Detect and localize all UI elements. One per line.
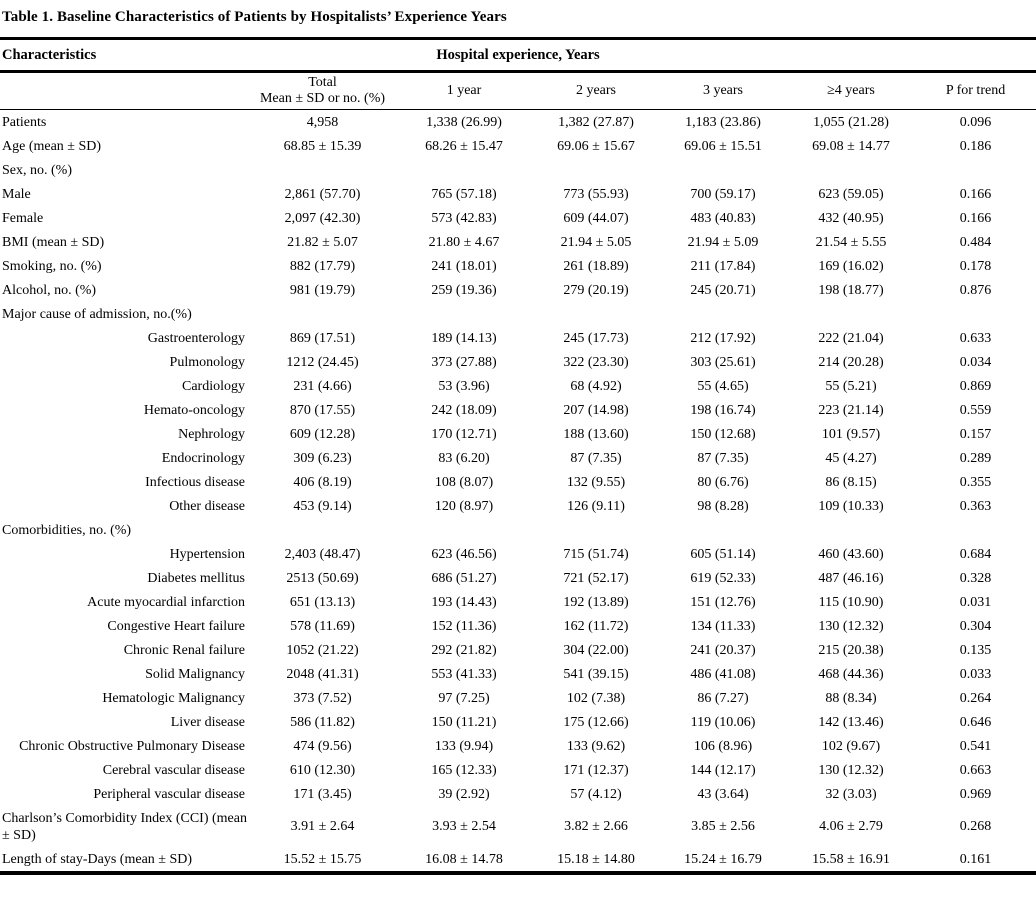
cell-value: 132 (9.55) [566, 474, 626, 490]
cell-value: 16.08 ± 14.78 [425, 851, 503, 867]
cell-value: 765 (57.18) [431, 186, 497, 202]
cell-value: 1,382 (27.87) [558, 114, 634, 130]
cell-value: 609 (44.07) [563, 210, 629, 226]
cell-value: 241 (20.37) [690, 642, 756, 658]
cell-value [915, 158, 1036, 182]
cell-value: 3.93 ± 2.54 [432, 819, 496, 834]
cell-value: 0.161 [959, 851, 992, 867]
row-label: Gastroenterology [147, 330, 245, 346]
cell-value: 21.94 ± 5.09 [687, 234, 759, 250]
cell-value: 0.355 [959, 474, 992, 490]
cell-value: 0.363 [959, 498, 992, 514]
cell-value: 259 (19.36) [431, 282, 497, 298]
table-row [0, 710, 1036, 734]
cell-value: 715 (51.74) [563, 546, 629, 562]
cell-value: 212 (17.92) [690, 330, 756, 346]
cell-value: 0.031 [959, 594, 992, 610]
cell-value: 242 (18.09) [431, 402, 497, 418]
cell-value [659, 158, 787, 182]
section-row [0, 158, 1036, 182]
cell-value: 2,403 (48.47) [284, 546, 361, 562]
cell-value: 150 (11.21) [431, 714, 497, 730]
row-label: Chronic Obstructive Pulmonary Disease [19, 738, 245, 754]
row-label: Chronic Renal failure [123, 642, 245, 658]
cell-value: 1,055 (21.28) [813, 114, 889, 130]
cell-value [787, 302, 915, 326]
cell-value: 700 (59.17) [690, 186, 756, 202]
cell-value: 553 (41.33) [431, 666, 497, 682]
cell-value: 32 (3.03) [825, 786, 877, 802]
cell-value: 2048 (41.31) [286, 666, 359, 682]
cell-value: 115 (10.90) [818, 594, 884, 610]
cell-value: 0.157 [959, 426, 992, 442]
row-label: Other disease [169, 498, 245, 514]
cell-value: 292 (21.82) [431, 642, 497, 658]
cell-value: 69.06 ± 15.67 [557, 138, 635, 154]
cell-value: 188 (13.60) [563, 426, 629, 442]
cell-value: 97 (7.25) [438, 690, 490, 706]
cell-value: 609 (12.28) [289, 426, 356, 442]
cell-value: 68.26 ± 15.47 [425, 138, 503, 154]
cell-value: 86 (7.27) [697, 690, 749, 706]
cell-value: 2,861 (57.70) [284, 186, 361, 202]
cell-value: 207 (14.98) [563, 402, 629, 418]
cell-value: 882 (17.79) [289, 258, 356, 274]
cell-value: 0.633 [959, 330, 992, 346]
row-label: Sex, no. (%) [2, 162, 72, 178]
table-row [0, 110, 1036, 135]
cell-value [533, 158, 659, 182]
table-row [0, 422, 1036, 446]
cell-value: 0.033 [959, 666, 992, 682]
table-row [0, 182, 1036, 206]
cell-value: 623 (46.56) [431, 546, 497, 562]
col-header-total-line2: Mean ± SD or no. (%) [259, 91, 386, 106]
cell-value: 171 (12.37) [563, 762, 629, 778]
cell-value: 460 (43.60) [818, 546, 884, 562]
cell-value: 245 (17.73) [563, 330, 629, 346]
cell-value: 0.268 [959, 819, 992, 834]
table-row [0, 806, 1036, 847]
cell-value: 1,338 (26.99) [426, 114, 502, 130]
cell-value: 373 (7.52) [293, 690, 352, 706]
cell-value: 215 (20.38) [818, 642, 884, 658]
table-row [0, 206, 1036, 230]
col-header-total [250, 72, 395, 110]
cell-value: 0.484 [959, 234, 992, 250]
row-label: Hematologic Malignancy [102, 690, 245, 706]
cell-value: 189 (14.13) [431, 330, 497, 346]
cell-value: 309 (6.23) [293, 450, 352, 466]
row-label: Alcohol, no. (%) [2, 282, 97, 298]
row-label: Infectious disease [145, 474, 245, 490]
row-label: Solid Malignancy [145, 666, 245, 682]
table-row [0, 278, 1036, 302]
cell-value: 198 (16.74) [690, 402, 756, 418]
row-label: Peripheral vascular disease [93, 786, 245, 802]
cell-value: 623 (59.05) [818, 186, 884, 202]
cell-value: 165 (12.33) [431, 762, 497, 778]
cell-value: 0.135 [959, 642, 992, 658]
cell-value: 870 (17.55) [289, 402, 356, 418]
table-row [0, 686, 1036, 710]
cell-value: 241 (18.01) [431, 258, 497, 274]
cell-value [533, 518, 659, 542]
cell-value: 87 (7.35) [570, 450, 622, 466]
cell-value: 120 (8.97) [434, 498, 494, 514]
cell-value: 0.186 [959, 138, 992, 154]
cell-value: 610 (12.30) [289, 762, 356, 778]
cell-value: 109 (10.33) [818, 498, 884, 514]
cell-value: 175 (12.66) [563, 714, 629, 730]
cell-value: 0.869 [959, 378, 992, 394]
cell-value: 55 (5.21) [825, 378, 877, 394]
cell-value: 106 (8.96) [693, 738, 753, 754]
cell-value: 198 (18.77) [818, 282, 884, 298]
col-header-4plus-years: ≥4 years [827, 83, 875, 98]
header-row-group [0, 39, 1036, 72]
table-row [0, 326, 1036, 350]
cell-value [395, 302, 533, 326]
cell-value: 53 (3.96) [438, 378, 490, 394]
cell-value [915, 518, 1036, 542]
cell-value [787, 518, 915, 542]
cell-value: 102 (7.38) [566, 690, 626, 706]
cell-value: 108 (8.07) [434, 474, 494, 490]
header-group-cell [0, 39, 1036, 72]
cell-value: 15.24 ± 16.79 [684, 851, 762, 867]
cell-value: 214 (20.28) [818, 354, 884, 370]
cell-value: 0.289 [959, 450, 992, 466]
cell-value [659, 302, 787, 326]
table-row [0, 847, 1036, 873]
cell-value: 87 (7.35) [697, 450, 749, 466]
cell-value: 483 (40.83) [690, 210, 756, 226]
cell-value: 3.85 ± 2.56 [691, 819, 755, 834]
cell-value: 211 (17.84) [690, 258, 756, 274]
cell-value: 88 (8.34) [825, 690, 877, 706]
table-row [0, 614, 1036, 638]
cell-value: 69.08 ± 14.77 [812, 138, 890, 154]
cell-value [250, 302, 395, 326]
cell-value [533, 302, 659, 326]
table-row [0, 446, 1036, 470]
cell-value: 279 (20.19) [563, 282, 629, 298]
table-row [0, 470, 1036, 494]
cell-value: 169 (16.02) [818, 258, 884, 274]
cell-value: 80 (6.76) [697, 474, 749, 490]
col-header-2-years: 2 years [575, 83, 617, 98]
cell-value [250, 518, 395, 542]
table-row [0, 590, 1036, 614]
cell-value: 773 (55.93) [563, 186, 629, 202]
table-title: Table 1. Baseline Characteristics of Patients by Hospitalists’ Experience Years [2, 9, 507, 25]
cell-value: 86 (8.15) [825, 474, 877, 490]
cell-value: 0.328 [959, 570, 992, 586]
cell-value: 43 (3.64) [697, 786, 749, 802]
cell-value: 869 (17.51) [289, 330, 356, 346]
table-row [0, 254, 1036, 278]
row-label: Patients [2, 114, 47, 130]
cell-value: 192 (13.89) [563, 594, 629, 610]
cell-value: 57 (4.12) [570, 786, 622, 802]
cell-value: 21.94 ± 5.05 [560, 234, 632, 250]
table-row [0, 638, 1036, 662]
row-label: Endocrinology [161, 450, 245, 466]
row-label: Smoking, no. (%) [2, 258, 102, 274]
cell-value: 126 (9.11) [567, 498, 625, 514]
table-row [0, 542, 1036, 566]
section-row [0, 302, 1036, 326]
cell-value: 1052 (21.22) [286, 642, 359, 658]
cell-value [659, 518, 787, 542]
cell-value: 102 (9.67) [821, 738, 881, 754]
cell-value: 3.82 ± 2.66 [564, 819, 628, 834]
cell-value: 83 (6.20) [438, 450, 490, 466]
cell-value: 130 (12.32) [818, 618, 884, 634]
row-label: Male [2, 186, 31, 202]
cell-value: 162 (11.72) [563, 618, 629, 634]
cell-value: 651 (13.13) [289, 594, 356, 610]
cell-value: 4,958 [306, 114, 339, 130]
table-row [0, 734, 1036, 758]
cell-value: 0.178 [959, 258, 992, 274]
cell-value: 0.264 [959, 690, 992, 706]
cell-value: 144 (12.17) [690, 762, 756, 778]
table-row [0, 398, 1036, 422]
col-header-characteristics: Characteristics [2, 47, 97, 63]
cell-value: 303 (25.61) [690, 354, 756, 370]
cell-value: 1,183 (23.86) [685, 114, 761, 130]
row-label: Length of stay-Days (mean ± SD) [2, 851, 193, 867]
cell-value: 2,097 (42.30) [284, 210, 361, 226]
row-label: Charlson’s Comorbidity Index (CCI) (mean ± SD) [2, 810, 247, 843]
cell-value: 98 (8.28) [697, 498, 749, 514]
table-row [0, 134, 1036, 158]
cell-value: 21.54 ± 5.55 [815, 234, 887, 250]
cell-value: 69.06 ± 15.51 [684, 138, 762, 154]
cell-value: 981 (19.79) [289, 282, 356, 298]
cell-value: 0.663 [959, 762, 992, 778]
col-header-total-line1: Total [308, 75, 337, 90]
cell-value: 3.91 ± 2.64 [290, 819, 355, 834]
cell-value: 721 (52.17) [563, 570, 629, 586]
row-label: Acute myocardial infarction [87, 594, 245, 610]
table-row [0, 494, 1036, 518]
cell-value: 578 (11.69) [290, 618, 355, 634]
cell-value: 119 (10.06) [690, 714, 756, 730]
section-row [0, 518, 1036, 542]
col-header-1-year: 1 year [446, 83, 482, 98]
table-row [0, 782, 1036, 806]
cell-value: 0.541 [959, 738, 992, 754]
cell-value: 15.58 ± 16.91 [812, 851, 890, 867]
cell-value: 453 (9.14) [293, 498, 352, 514]
cell-value: 474 (9.56) [293, 738, 352, 754]
cell-value: 1212 (24.45) [286, 354, 359, 370]
cell-value: 223 (21.14) [818, 402, 884, 418]
cell-value: 133 (9.94) [434, 738, 494, 754]
col-header-3-years: 3 years [702, 83, 744, 98]
cell-value [395, 518, 533, 542]
cell-value: 222 (21.04) [818, 330, 884, 346]
cell-value: 130 (12.32) [818, 762, 884, 778]
cell-value: 2513 (50.69) [286, 570, 359, 586]
cell-value: 4.06 ± 2.79 [819, 819, 883, 834]
table-body [0, 110, 1036, 874]
cell-value: 171 (3.45) [293, 786, 352, 802]
header-row-columns [0, 72, 1036, 110]
table-row [0, 350, 1036, 374]
row-label: Hemato-oncology [143, 402, 245, 418]
table-row [0, 758, 1036, 782]
cell-value: 0.166 [959, 186, 992, 202]
cell-value: 245 (20.71) [690, 282, 756, 298]
cell-value: 468 (44.36) [818, 666, 884, 682]
cell-value: 68.85 ± 15.39 [283, 138, 362, 154]
col-header-p-for-trend: P for trend [945, 83, 1006, 98]
cell-value: 541 (39.15) [563, 666, 629, 682]
cell-value [250, 158, 395, 182]
cell-value: 45 (4.27) [825, 450, 877, 466]
row-label: Major cause of admission, no.(%) [2, 306, 192, 322]
table-row [0, 230, 1036, 254]
cell-value: 0.969 [959, 786, 992, 802]
row-label: Cardiology [182, 378, 245, 394]
cell-value: 605 (51.14) [690, 546, 756, 562]
col-header-empty [0, 72, 250, 110]
table-row [0, 566, 1036, 590]
cell-value: 151 (12.76) [690, 594, 756, 610]
cell-value: 101 (9.57) [821, 426, 881, 442]
cell-value: 21.80 ± 4.67 [428, 234, 500, 250]
cell-value: 170 (12.71) [431, 426, 497, 442]
cell-value: 193 (14.43) [431, 594, 497, 610]
row-label: Pulmonology [169, 354, 245, 370]
cell-value: 261 (18.89) [563, 258, 629, 274]
cell-value: 586 (11.82) [290, 714, 355, 730]
row-label: Comorbidities, no. (%) [2, 522, 132, 538]
cell-value: 432 (40.95) [818, 210, 884, 226]
row-label: Female [2, 210, 44, 226]
cell-value: 373 (27.88) [431, 354, 497, 370]
table-row [0, 662, 1036, 686]
cell-value: 0.876 [959, 282, 992, 298]
cell-value: 0.684 [959, 546, 992, 562]
cell-value: 0.559 [959, 402, 992, 418]
cell-value: 231 (4.66) [293, 378, 352, 394]
cell-value: 134 (11.33) [690, 618, 756, 634]
cell-value [395, 158, 533, 182]
baseline-characteristics-table [0, 37, 1036, 875]
cell-value: 486 (41.08) [690, 666, 756, 682]
cell-value [915, 302, 1036, 326]
row-label: Nephrology [178, 426, 245, 442]
row-label: Hypertension [169, 546, 245, 562]
cell-value: 322 (23.30) [563, 354, 629, 370]
cell-value: 406 (8.19) [293, 474, 352, 490]
cell-value: 573 (42.83) [431, 210, 497, 226]
cell-value: 152 (11.36) [431, 618, 497, 634]
cell-value: 55 (4.65) [697, 378, 749, 394]
cell-value: 487 (46.16) [818, 570, 884, 586]
cell-value: 68 (4.92) [570, 378, 622, 394]
cell-value [787, 158, 915, 182]
table-row [0, 374, 1036, 398]
cell-value: 133 (9.62) [566, 738, 626, 754]
row-label: Cerebral vascular disease [102, 762, 245, 778]
cell-value: 0.034 [959, 354, 992, 370]
row-label: Congestive Heart failure [107, 618, 245, 634]
row-label: Age (mean ± SD) [2, 138, 102, 154]
cell-value: 150 (12.68) [690, 426, 756, 442]
cell-value: 686 (51.27) [431, 570, 497, 586]
cell-value: 0.166 [959, 210, 992, 226]
cell-value: 21.82 ± 5.07 [287, 234, 358, 250]
cell-value: 39 (2.92) [438, 786, 490, 802]
cell-value: 142 (13.46) [818, 714, 884, 730]
cell-value: 0.304 [959, 618, 992, 634]
row-label: Liver disease [170, 714, 245, 730]
row-label: Diabetes mellitus [147, 570, 245, 586]
cell-value: 15.18 ± 14.80 [557, 851, 635, 867]
cell-value: 619 (52.33) [690, 570, 756, 586]
row-label: BMI (mean ± SD) [2, 234, 105, 250]
cell-value: 304 (22.00) [563, 642, 629, 658]
table-header [0, 39, 1036, 110]
cell-value: 15.52 ± 15.75 [283, 851, 362, 867]
cell-value: 0.096 [959, 114, 992, 130]
cell-value: 0.646 [959, 714, 992, 730]
col-header-experience-group: Hospital experience, Years [436, 47, 600, 63]
